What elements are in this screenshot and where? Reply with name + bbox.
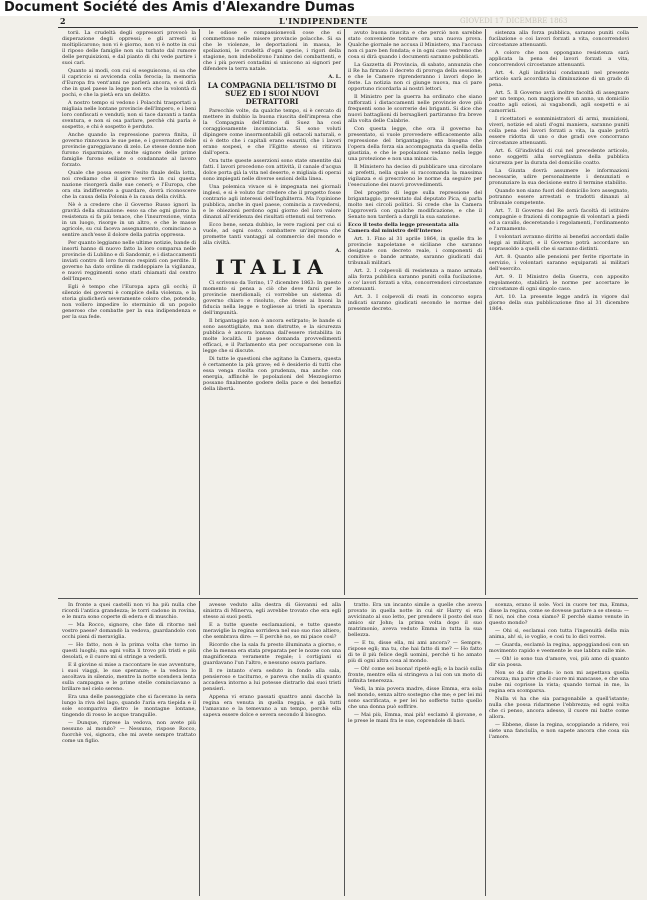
paragraph: Il Ministero ha deciso di pubblicare una circolare ai prefetti, nella quale si raccomanda la massima vigilanza e si prescrivono le norme da seguire per l'esecuzione dei nuovi provvedimenti. [348, 164, 482, 188]
paragraph: Art. 3. I colpevoli di reati in concorso sopra indicati saranno giudicati secondo le norme del presente decreto. [348, 294, 482, 312]
column-divider [344, 29, 345, 595]
feuilleton-column-2 [203, 602, 341, 896]
paragraph: Anche quando la repressione pareva finita, il governo rinnovava le sue pene, e i governatori delle provincie gareggiavano di zelo. Le stesse donne non furono risparmiate, e molte signore delle prime famiglie furono esiliate o condannate al lavoro forzato. [62, 132, 196, 168]
italia-article-body [203, 280, 341, 392]
paragraph: — Ma Rocco, signore, che fate di ritorno nel vostro paese? domandò la vedova, guardandolo con occhi pieni di meraviglia. [62, 622, 196, 640]
feuilleton-column-1-body [62, 602, 196, 744]
suez-heading: LA COMPAGNIA DELL'ISTMO DI SUEZ ED I SUOI NUOVI DETRATTORI [207, 81, 337, 106]
paragraph: Art. 5. Il Governo avrà inoltre facoltà di assegnare per un tempo, non maggiore di un anno, un domicilio coatto agli oziosi, ai vagabondi, agli sospetti e ai camorristi. [489, 90, 629, 114]
paragraph: — Mai più, Emma, mai più! esclamò il giovane, e le prese le mani fra le sue, coprendole di baci. [348, 712, 482, 724]
paragraph: Art. 10. La presente legge andrà in vigore dal giorno della sua pubblicazione fino al 31 dicembre 1864. [489, 294, 629, 312]
paragraph: Con questa legge, che ora il governo ha presentato, si vuole provvedere efficacemente alla repressione del brigantaggio; ma bisogna che l'opera della forza sia accompagnata da quella della giustizia, e che le popolazioni vedano nella legge una protezione e non una minaccia. [348, 126, 482, 162]
paragraph: Art. 7. Il Governo del Re avrà facoltà di istituire compagnie o frazioni di compagnie di volontari a piedi od a cavallo, deceretando i regolamenti, l'ordinamento e l'armamento. [489, 208, 629, 232]
column-divider [485, 601, 486, 896]
paragraph: Vedi, la mia povera madre, disse Emma, era sola nel mondo, senza altro sostegno che me; e per lei mi sono sacrificata, e per lei ho sofferto tutto quello che una donna può soffrire. [348, 686, 482, 710]
paragraph: Ci scrivono da Torino, 17 dicembre 1863: In questo momento si pensa a ciò che deve farsi per le provincie meridionali; ci vorrebbe un sistema di governo chiaro e risoluto, che desse ai buoni la fiducia nella legge e togliesse ai tristi la speranza dell'impunità. [203, 280, 341, 316]
paragraph: Parecchie volte, da qualche tempo, si è cercato di mettere in dubbio la buona riuscita dell'impresa che la Compagnia dell'Istmo di Suez ha così coraggiosamente incominciata. Si sono voluti dipingere come insormontabili gli ostacoli naturali, e si è detto che i capitali erano esauriti, che i lavori erano sospesi, e che l'Egitto stesso si ritirava dall'opera. [203, 108, 341, 156]
paragraph: I volontari avranno diritto ai benefizi accordati dalle leggi ai militari, e il Governo potrà accordare un soprassoldo a quelli che si saranno distinti. [489, 234, 629, 252]
paragraph: — Oh! come sei buona! ripetè egli; e la baciò sulla fronte, mentre ella si stringeva a lui con un moto di infinita tenerezza. [348, 666, 482, 684]
intro-signature: A. L. [328, 74, 341, 80]
paragraph: A coloro che non oppongano resistenza sarà applicata la pena dei lavori forzati a vita, concorrendovi circostanze attenuanti. [489, 50, 629, 68]
paragraph: Non so da dir grado: io non mi aspettava quella carezza; ma parve che il cuore mi mancasse, e che una nube mi coprisse la vista; quando tornai in me, la regina era scomparsa. [489, 670, 629, 694]
feuilleton-column-4-body [489, 602, 629, 740]
paragraph: Ecco bene, senza dubbio, le vere ragioni per cui si vuole, ad ogni costo, combattere un'impresa che promette tanti vantaggi al commercio del mondo e alla civiltà. [203, 222, 341, 246]
column-3-body [348, 30, 482, 220]
banner-title: Document Société des Amis d'Alexandre Dumas [4, 0, 355, 15]
paragraph: Ricordo che la sala fu presto illuminata a giorno, e che la mensa era stata preparata per le nozze con una magnificenza veramente regale; i cortigiani si guardavano l'un l'altro, e nessuno osava parlare. [203, 642, 341, 666]
masthead-rule [58, 27, 638, 28]
paragraph: La Giunta dovrà assumere le informazioni necessarie, udire personalmente i denunziati e pronunziare la sua decisione entro il termine stabilito. [489, 168, 629, 186]
paragraph: Ora tutte queste asserzioni sono state smentite dai fatti. I lavori procedono con attività, il canale d'acqua dolce porta già la vita nel deserto, e migliaia di operai sono impiegati nelle diverse sezioni della linea. [203, 158, 341, 182]
paragraph: Nè è a credere che il Governo Russo ignori la gravità della situazione: esso sa che ogni giorno la resistenza si fa più tenace, che l'insurrezione, vinta in un luogo, risorge in un altro, e che le masse agricole, su cui faceva assegnamento, cominciano a sentire anch'esse il dolore della patria oppressa. [62, 202, 196, 238]
paragraph: Art. 6. Gl'individui di cui nel precedente articolo, sono soggetti alla sorveglianza della pubblica sicurezza per la durata del domicilio coatto. [489, 148, 629, 166]
paragraph: le odiose e compassionevoli cose che si commettono nelle misere provincie polacche. Si sa che le violenze, le deportazioni in massa, le spoliazioni, le crudeltà d'ogni specie, i rigori della stagione, non indebolirono l'animo dei combattenti, e che i più poveri contadini si uniscono ai signori per difendere la terra natale. [203, 30, 341, 72]
paragraph: Del progetto di legge sulla repressione del brigantaggio, presentato dal deputato Pica, si parla molto nei circoli politici. Si crede che la Camera l'approverà con qualche modificazione, e che il Senato non tarderà a dargli la sua sanzione. [348, 190, 482, 220]
column-3 [348, 30, 482, 595]
feuilleton-column-2-body [203, 602, 341, 718]
paragraph: Era una delle passeggiate che si facevano la sera lungo la riva del lago, quando l'aria era tiepida e il sole scompariva dietro le montagne lontane, tingendo di rosso le acque tranquille. [62, 694, 196, 718]
paragraph: Nulla vi ha che sia paragonabile a quell'istante; nulla che possa ridarmene l'ebbrezza; ed ogni volta che ci penso, ancora adesso, il cuore mi batte come allora. [489, 696, 629, 720]
feuilleton-column-3-body [348, 602, 482, 724]
column-divider [199, 29, 200, 595]
paragraph: Art. 1. Fino al 31 aprile 1864, in quelle fra le provincie napoletane e siciliane che saranno designate con decreto reale, i componenti di comitive o bande armate, saranno giudicati dai tribunali militari. [348, 236, 482, 266]
paragraph: Art. 8. Quanto alle pensioni per ferite riportate in servizio, i volontari saranno equiparati ai militari dell'esercito. [489, 254, 629, 272]
paragraph: Art. 4. Agli individui condannati nel presente articolo sarà accordata la diminuzione di un grado di pena. [489, 70, 629, 88]
feuilleton-column-3 [348, 602, 482, 896]
paragraph: Di tutte le questioni che agitano la Camera, questa è certamente la più grave; ed è desiderio di tutti che essa venga risolta con prudenza, ma anche con energia, affinchè le popolazioni del Mezzogiorno possano finalmente godere della pace e dei benefizi della libertà. [203, 356, 341, 392]
paragraph: — Oh! io sono tua d'amore, voi, più amo di quanto dir sia possa. [489, 656, 629, 668]
law-articles [348, 236, 482, 312]
paragraph: — Ohi sì, esclamai con tutta l'ingenuità della mia anima, ah! sì, io voglio, e così tu lo dici vorrei. [489, 628, 629, 640]
paragraph: torii. La crudeltà degli oppressori provocò la disperazione degli oppressi; e gli arresti si moltiplicarono; non vi è giorno, non vi è notte in cui il riposo delle famiglie non sia turbato dal rumore delle perquisizioni, e dal pianto di chi vede partire i suoi cari. [62, 30, 196, 66]
paragraph: Quale che possa essere l'esito finale della lotta, noi crediamo che il giorno verrà in cui questa nazione risorgerà dalle sue ceneri; e l'Europa, che ora sta indifferente a guardare, dovrà riconoscere che la causa della Polonia è la causa della civiltà. [62, 170, 196, 200]
bleed-through-text: GIOVEDI 17 DICEMBRE 1863 [460, 17, 568, 25]
column-1 [62, 30, 196, 595]
paragraph: Art. 2. I colpevoli di resistenza a mano armata alla forza pubblica saranno puniti colla fucilazione, o co' lavori forzati a vita, concorrendovi circostanze attenuanti. [348, 268, 482, 292]
column-divider [199, 601, 200, 896]
paragraph: avuto buona riuscita e che perciò non sarebbe stato conveniente tentare ora una nuova prova. Qualche giornale ne accusa il Ministero, ma l'accusa non ci pare ben fondata; e in ogni caso vedremo che cosa si dirà quando i documenti saranno pubblicati. [348, 30, 482, 60]
italia-heading: ITALIA [215, 255, 329, 279]
paragraph: tratto. Era un incanto simile a quelle che aveva provato in quella notte in cui sir Harry si era avvicinato al suo letto, per prendere il posto del suo amico sir John; la prima volta dopo il suo matrimonio, aveva veduto Emma in tutta la sua bellezza. [348, 602, 482, 638]
paragraph: La Gazzetta di Provincia, di sabato, annunzia che il Re ha firmato il decreto di proroga della sessione, e che le Camere riprenderanno i lavori dopo le feste. La notizia non ci giunge nuova, ma ci pare opportuno ricordarla ai nostri lettori. [348, 62, 482, 92]
paragraph: sistenza alla forza pubblica, saranno puniti colla fucilazione o coi lavori forzati a vita, concorrendovi circostanze attenuanti. [489, 30, 629, 48]
feuilleton-column-4 [489, 602, 629, 896]
paragraph: Appena vi erano passati quattro anni dacchè la regina era venuta in quella reggia, e già tutti l'amavano e la temevano a un tempo, perchè ella sapeva essere dolce e severa secondo il bisogno. [203, 694, 341, 718]
paragraph: Il Ministro per la guerra ha ordinato che siano rafforzati i distaccamenti nelle provincie dove più frequenti sono le scorrerie dei briganti. Si dice che nuovi battaglioni di bersaglieri partiranno fra breve alla volta delle Calabrie. [348, 94, 482, 124]
paragraph: avesse veduto alla destra di Giovanni ed alla sinistra di Minerva, egli avrebbe trovato che era egli stesso ai suoi posti. [203, 602, 341, 620]
newspaper-name: L'INDIPENDENTE [279, 16, 368, 26]
page-number: 2 [60, 16, 66, 26]
suez-article-body [203, 108, 341, 246]
column-4 [489, 30, 629, 595]
column-2 [203, 30, 341, 595]
feuilleton-rule [58, 598, 638, 599]
paragraph: Il brigantaggio non è ancora estirpato; le bande si sono assottigliate, ma non distrutte, e la sicurezza pubblica è ancora lontana dall'essere ristabilita in molte località. Il paese domanda provvedimenti efficaci, e il Parlamento sta per occuparsene con la legge che si discute. [203, 318, 341, 354]
feuilleton-column-1 [62, 602, 196, 896]
paragraph: Il re intanto s'era seduto in fondo alla sala, pensieroso e taciturno, e pareva che nulla di quanto accadeva intorno a lui potesse distrarlo dai suoi tristi pensieri. [203, 668, 341, 692]
paragraph: Egli è tempo che l'Europa apra gli occhi; il silenzio dei governi è complice della violenza, e la storia giudicherà severamente coloro che, potendo, non vollero impedire lo sterminio di un popolo generoso che combatte per la sua indipendenza e per la sua fede. [62, 284, 196, 320]
column-divider [344, 601, 345, 896]
paragraph: Quanto ai modi, con cui si eseguiscono, si sa che il capriccio si avvicenda colla ferocia; la memoria d'Europa fra vent'anni ne parlerà ancora, e si dirà che in quel paese la legge non era che la volontà di pochi, e che la pietà era un delitto. [62, 68, 196, 98]
paragraph: Una polemica vivace si è impegnata nei giornali inglesi, e si è voluto far credere che il progetto fosse contrario agli interessi dell'Inghilterra. Ma l'opinione pubblica, anche in quel paese, comincia a ravvedersi, e le obiezioni perdono ogni giorno del loro valore dinanzi all'evidenza dei risultati ottenuti sul terreno. [203, 184, 341, 220]
suez-signature: A. [335, 248, 341, 254]
paragraph: scenza, erano il sole. Voci in cuore ter ma, Emma, disse la regina, come se dovesse parlare a se stessa: — E noi, noi che cosa siamo? E perchè siamo venute in questo mondo? [489, 602, 629, 626]
law-heading: Ecco il testo della legge presentata alla Camera dal ministro dell'Interno: [348, 222, 459, 234]
document-banner [0, 0, 647, 16]
paragraph: I ricettatori e somministratori di armi, munizioni, viveri, notizie ed aiuti d'ogni maniera, saranno puniti colla pena dei lavori forzati a vita, la quale potrà essere ridotta di uno o due gradi ove concorrano circostanze attenuanti. [489, 116, 629, 146]
paragraph: — Guarda, esclamò la regina, appoggiandosi con un movimento rapido e veemente le sue labbra sulle mie. [489, 642, 629, 654]
paragraph: Quando non siano fuori del domicilio loro assegnato, potranno essere arrestati e tradotti dinanzi al tribunale competente. [489, 188, 629, 206]
paragraph: E il giovine si mise a raccontare le sue avventure, i suoi viaggi, le sue speranze; e la vedova lo ascoltava in silenzio, mentre la notte scendeva lenta sulla campagna e le prime stelle cominciavano a brillare nel cielo sereno. [62, 662, 196, 692]
paragraph: In fronte a quei castelli non vi ha più nulla che ricordi l'antica grandezza; le torri cadono in rovina, e le mura sono coperte di edera e di muschio. [62, 602, 196, 620]
column-divider [485, 29, 486, 595]
paragraph: Per quanto leggiamo nelle ultime notizie, bande di insorti hanno di nuovo fatto la loro comparsa nelle provincie di Lublino e di Sandomir, e i distaccamenti inviati contro di loro furono respinti con perdite. Il governo ha dato ordine di raddoppiare la vigilanza, e nuovi reggimenti sono stati chiamati dal centro dell'Impero. [62, 240, 196, 282]
paragraph: — Ebbene, disse la regina, scoppiando a ridere, voi siete una fanciulla, e non sapete ancora che cosa sia l'amore. [489, 722, 629, 740]
paragraph: E a tutte queste esclamazioni, e tutte queste meraviglie la regina sorrideva nel suo suo riso altiero, che sembrava dire: — E perchè no, se mi piace così? [203, 622, 341, 640]
masthead [0, 15, 647, 27]
paragraph: Art. 9. Il Ministro della Guerra, con apposito regolamento, stabilirà le norme per accertare le circostanze di ogni singolo caso. [489, 274, 629, 292]
paragraph: A nostro tempo si vedono i Polacchi trasportati a migliaia nelle lontane provincie dell'Impero, e i beni loro confiscati e venduti; non si tace davanti a tanta sventura, e non si osa parlare, perchè chi parla è sospetto, e chi è sospetto è perduto. [62, 100, 196, 130]
column-1-body [62, 30, 196, 320]
paragraph: — E tu, disse ella, mi ami ancora? — Sempre, rispose egli; ma tu, che hai fatto di me? — Ho fatto di te il più felice degli uomini, perchè ti ho amato più di ogni altra cosa al mondo. [348, 640, 482, 664]
column-2-intro [203, 30, 341, 72]
paragraph: — Dunque, riprese la vedova, non avete più nessuno al mondo? — Nessuno, rispose Rocco, fuorchè voi, signora, che mi avete sempre trattato come un figlio. [62, 720, 196, 744]
column-4-body [489, 30, 629, 312]
paragraph: — Ho fatto, non è la prima volta che torno in questi luoghi; ma ogni volta li trovo più tristi e più desolati, e il cuore mi si stringe a vederli. [62, 642, 196, 660]
